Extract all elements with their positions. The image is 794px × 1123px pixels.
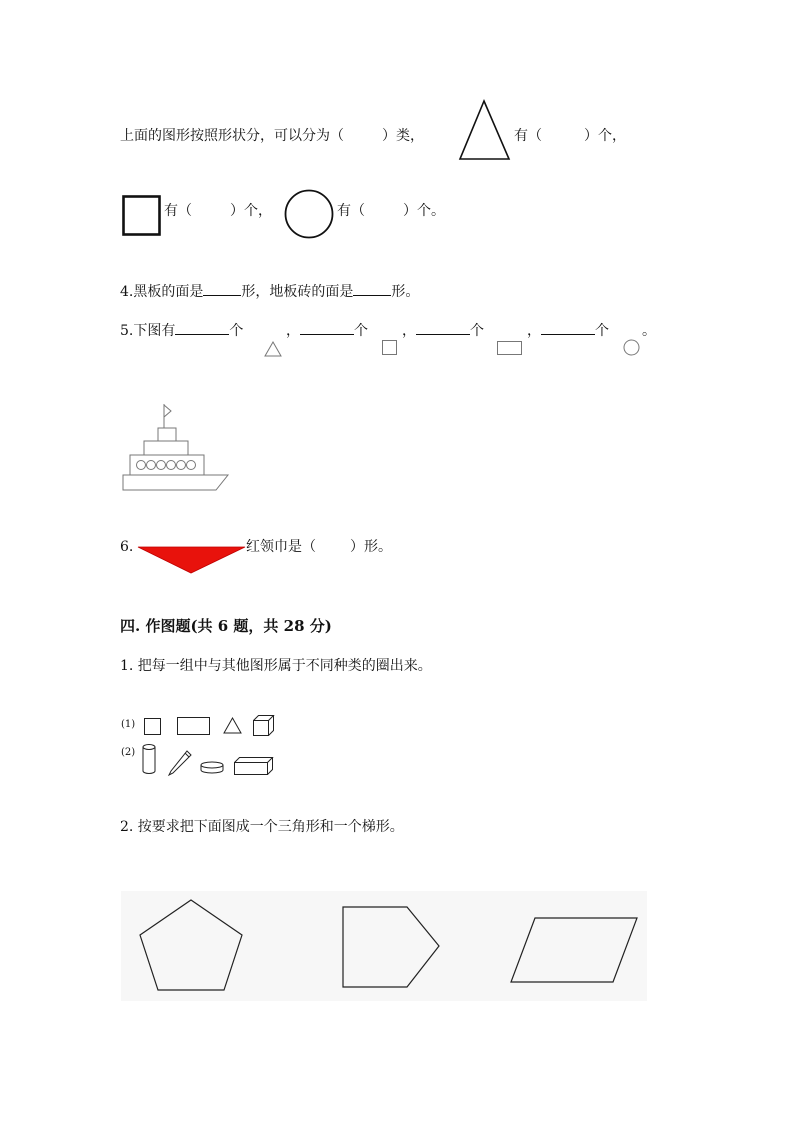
p1-question: 1. 把每一组中与其他图形属于不同种类的圈出来。	[120, 658, 432, 674]
small-square-icon	[382, 340, 398, 356]
q5-seg4	[527, 322, 609, 340]
q3-circle-count	[337, 202, 445, 220]
q3-circle-has: 有（	[337, 203, 365, 219]
p1-group1-label: (1)	[121, 719, 136, 730]
q5-number: 5.	[120, 323, 134, 339]
q5-blank-2[interactable]	[300, 322, 354, 335]
q3-square-count	[164, 202, 272, 220]
q5-unit-3: 个	[470, 323, 484, 339]
q5-unit-2: 个	[354, 323, 368, 339]
q3-line1-prefix: 上面的图形按照形状分，可以分为（	[120, 128, 344, 144]
q6-text2: ）形。	[350, 539, 392, 555]
q3-triangle-unit: ）个，	[584, 128, 626, 144]
q6-text1: 红领巾是（	[246, 539, 316, 555]
small-circle-icon	[623, 339, 641, 357]
triangle-shape-large	[458, 100, 510, 160]
q5-seg2	[286, 322, 368, 340]
q4-part3: 形。	[391, 284, 420, 300]
group2-cylinder-icon[interactable]	[142, 744, 156, 775]
q3-square-unit: ）个，	[230, 203, 272, 219]
q3-triangle-has: 有（	[514, 128, 542, 144]
red-scarf-icon	[137, 546, 247, 574]
house-pentagon-shape[interactable]	[341, 905, 443, 989]
q4-part2: 形，地板砖的面是	[241, 284, 354, 300]
q5-end	[642, 322, 656, 340]
parallelogram-shape[interactable]	[509, 916, 639, 984]
q6-text	[246, 538, 392, 556]
q3-triangle-count	[514, 127, 626, 145]
circle-shape-large	[284, 189, 336, 241]
q4-part1: 黑板的面是	[133, 284, 204, 300]
q5-end-mark: 。	[642, 323, 656, 339]
q4-line	[120, 283, 419, 301]
small-rectangle-icon	[497, 341, 523, 356]
group1-square-icon[interactable]	[144, 718, 162, 736]
group1-rectangle-icon[interactable]	[177, 717, 211, 736]
p1-group2-label: (2)	[121, 747, 136, 758]
q5-blank-4[interactable]	[541, 322, 595, 335]
q4-blank-2[interactable]	[353, 283, 391, 296]
p2-question: 2. 按要求把下面图成一个三角形和一个梯形。	[120, 819, 404, 835]
group1-triangle-icon[interactable]	[223, 717, 242, 734]
section-4-title: 四. 作图题(共 6 题，共 28 分)	[120, 617, 332, 635]
pentagon-shape[interactable]	[138, 898, 244, 992]
group2-cuboid-icon[interactable]	[234, 757, 274, 775]
q5-blank-3[interactable]	[416, 322, 470, 335]
group1-cube-icon[interactable]	[253, 715, 275, 736]
group2-pencil-icon[interactable]	[168, 750, 192, 776]
q4-number: 4.	[120, 284, 134, 300]
q3-line1	[120, 127, 424, 145]
q5-prefix: 下图有	[133, 323, 176, 339]
q5-comma-2: ，	[402, 323, 416, 339]
q4-blank-1[interactable]	[203, 283, 241, 296]
q5-comma-1: ，	[286, 323, 300, 339]
q5-unit-4: 个	[595, 323, 609, 339]
q3-line1-suffix: ）类，	[382, 128, 424, 144]
q3-circle-unit: ）个。	[403, 203, 445, 219]
group2-disc-icon[interactable]	[200, 761, 224, 775]
square-shape-large	[122, 195, 162, 237]
q3-square-has: 有（	[164, 203, 192, 219]
small-triangle-icon	[264, 341, 282, 357]
q5-seg3	[402, 322, 484, 340]
q5-line	[120, 322, 243, 340]
q5-comma-3: ，	[527, 323, 541, 339]
boat-picture	[120, 402, 232, 494]
q5-unit-1: 个	[229, 323, 244, 339]
q6-number: 6.	[120, 539, 134, 555]
q5-blank-1[interactable]	[175, 322, 229, 335]
